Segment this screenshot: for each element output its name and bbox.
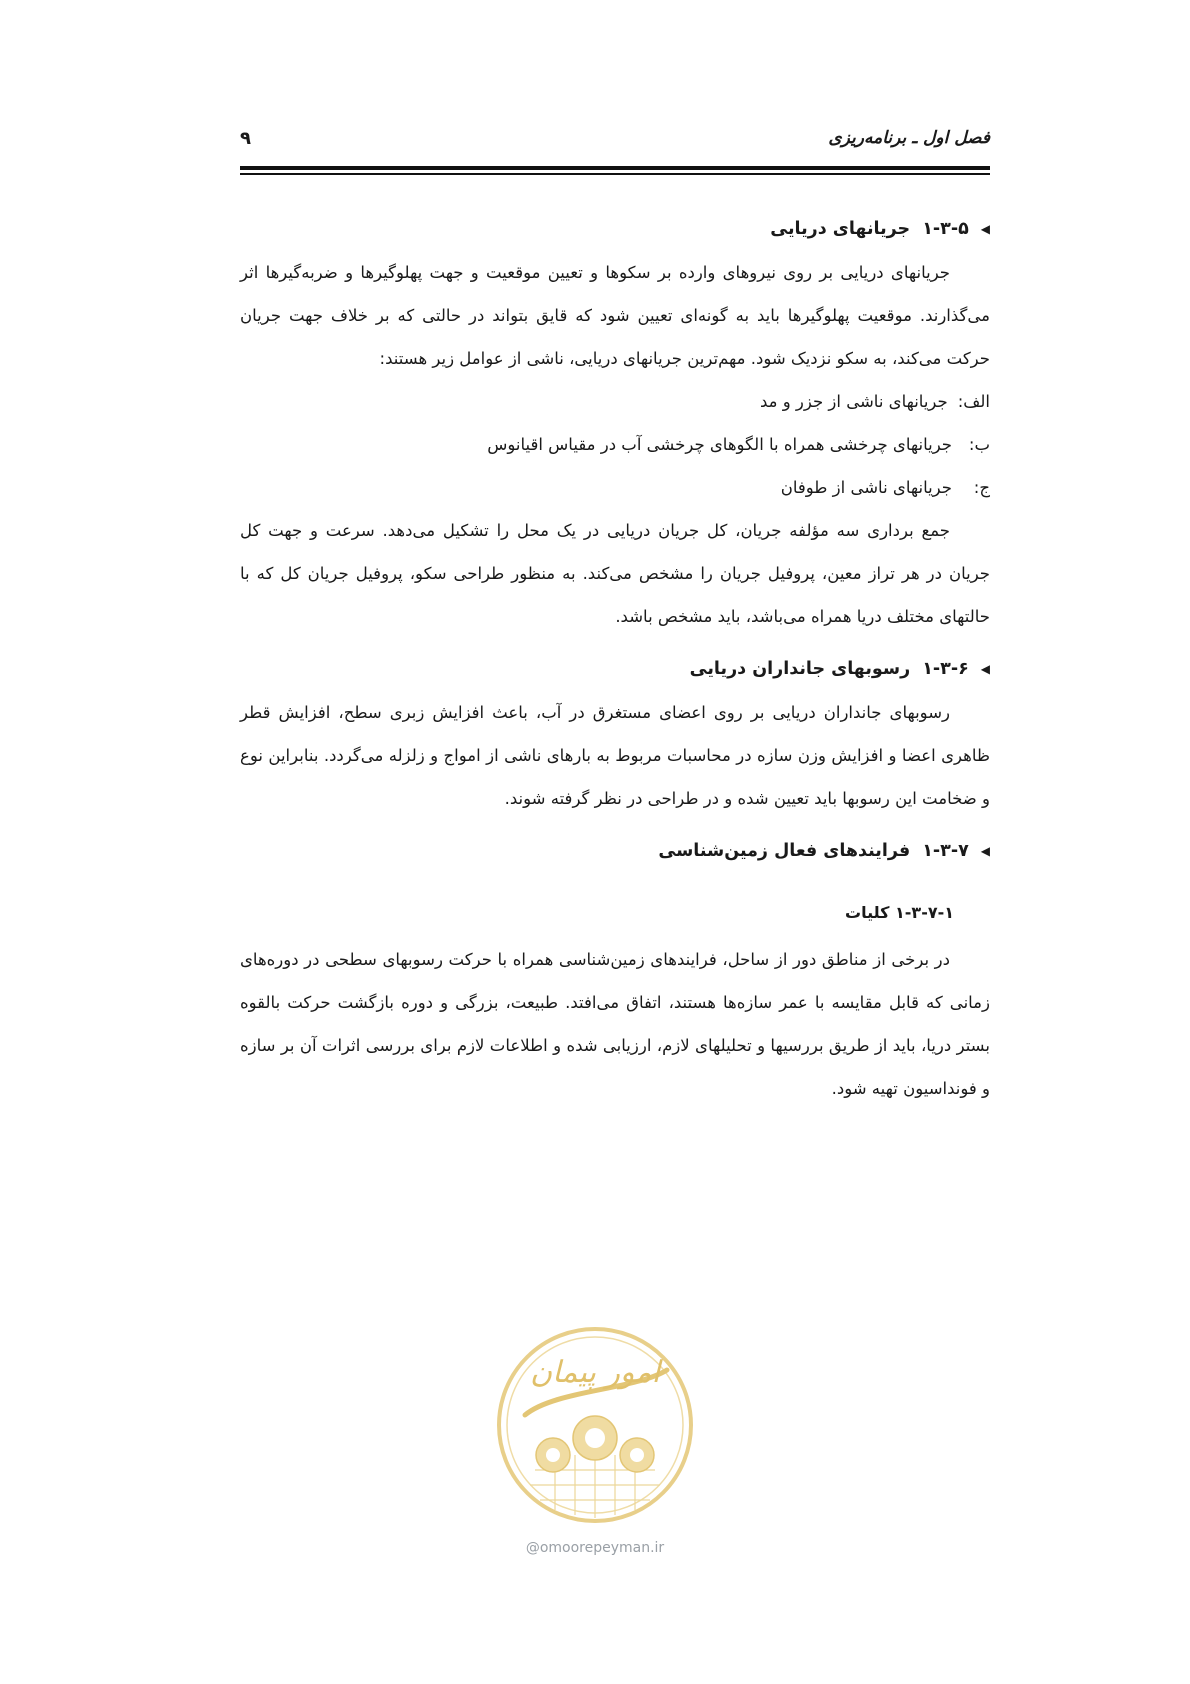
running-header (240, 128, 990, 162)
list-item-text: جریانهای ناشی از جزر و مد (759, 392, 948, 411)
paragraph-currents-intro: جریانهای دریایی بر روی نیروهای وارده بر سکوها و تعیین موقعیت و جهت پهلوگیرها و ضربه‌گیرها اثر می‌گذارند. موقعیت پهلوگیرها باید به گونه‌ای تعیین شود که قایق بتواند در حالتی که بر خلاف جهت جریان حرکت می‌کند، به سکو نزدیک شود. مهم‌ترین جریانهای دریایی، ناشی از عوامل زیر هستند: (240, 263, 990, 368)
subsection-number: ۱-۳-۷-۱ (895, 903, 954, 922)
list-item-label: الف: (957, 392, 990, 411)
list-item-label: ج: (973, 478, 990, 497)
header-rule-thick (240, 166, 990, 170)
section-number: ۱-۳-۶ (922, 659, 969, 679)
bullet-triangle-icon: ◀ (980, 844, 990, 858)
list-item-text: جریانهای چرخشی همراه با الگوهای چرخشی آب در مقیاس اقیانوس (487, 435, 952, 454)
watermark-caption: @omoorepeyman.ir (525, 1540, 665, 1556)
section-number: ۱-۳-۵ (922, 219, 969, 239)
section-title: رسوبهای جانداران دریایی (689, 659, 911, 679)
section-heading-marine-growth (240, 648, 990, 691)
section-number: ۱-۳-۷ (922, 841, 969, 861)
section-heading-currents (240, 208, 990, 251)
list-item-label: ب: (968, 435, 990, 454)
chapter-title: فصل اول ـ برنامه‌ریزی (828, 128, 990, 148)
paragraph-currents-profile: جمع برداری سه مؤلفه جریان، کل جریان دریایی در یک محل را تشکیل می‌دهد. سرعت و جهت کل جریان در هر تراز معین، پروفیل جریان را مشخص می‌کند. به منظور طراحی سکو، پروفیل جریان کل که با حالتهای مختلف دریا همراه می‌باشد، باید مشخص باشد. (240, 521, 990, 626)
subsection-heading-general (240, 891, 990, 934)
list-item-text: جریانهای ناشی از طوفان (780, 478, 952, 497)
list-item (240, 423, 990, 466)
logo-text: امور پیمان (530, 1355, 660, 1390)
bullet-triangle-icon: ◀ (980, 662, 990, 676)
watermark-logo (495, 1320, 695, 1535)
section-title: جریانهای دریایی (770, 219, 911, 239)
subsection-title: کلیات (844, 903, 890, 922)
bullet-triangle-icon: ◀ (980, 222, 990, 236)
list-item (240, 466, 990, 509)
paragraph-geologic-general: در برخی از مناطق دور از ساحل، فرایندهای زمین‌شناسی همراه با حرکت رسوبهای سطحی در دوره‌های زمانی که قابل مقایسه با عمر سازه‌ها هستند، اتفاق می‌افتد. طبیعت، بزرگی و دوره بازگشت حرکت بالقوه بستر دریا، باید از طریق بررسیها و تحلیلهای لازم، ارزیابی شده و اطلاعات لازم برای بررسی اثرات آن بر سازه و فونداسیون تهیه شود. (240, 950, 990, 1098)
section-title: فرایندهای فعال زمین‌شناسی (658, 841, 911, 861)
page-body (240, 208, 990, 1110)
list-item (240, 380, 990, 423)
page-number: ۹ (240, 128, 251, 149)
section-heading-geologic-processes (240, 830, 990, 873)
header-rule-thin (240, 173, 990, 175)
paragraph-marine-growth: رسوبهای جانداران دریایی بر روی اعضای مستغرق در آب، باعث افزایش زبری سطح، افزایش قطر ظاهری اعضا و افزایش وزن سازه در محاسبات مربوط به بارهای ناشی از امواج و زلزله می‌گردد. بنابراین نوع و ضخامت این رسوبها باید تعیین شده و در طراحی در نظر گرفته شوند. (240, 703, 990, 808)
